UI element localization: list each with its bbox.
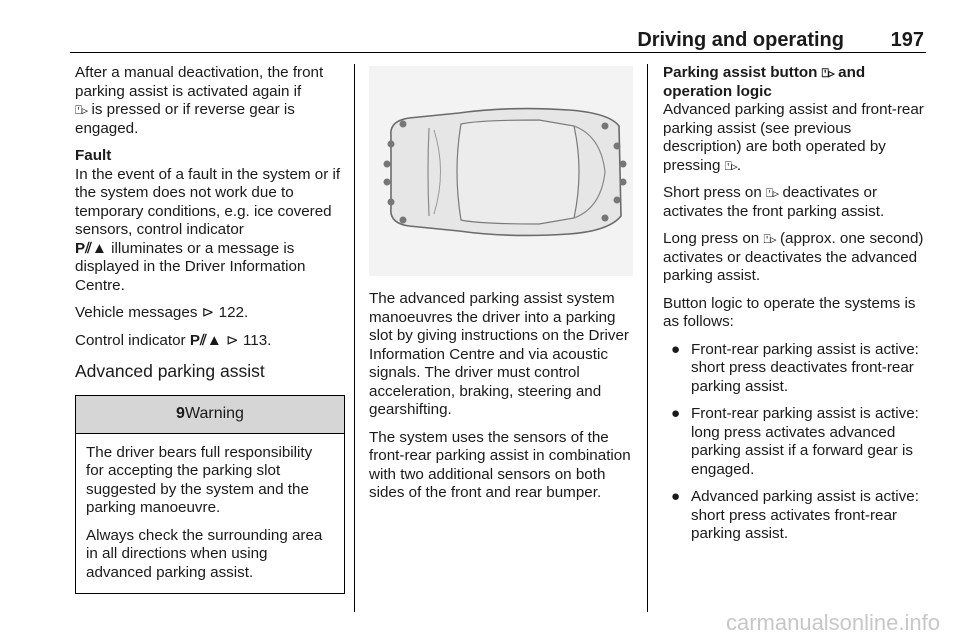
warning-text: Always check the surrounding area in all directions when using advanced parking assist. (86, 526, 323, 581)
parking-assist-button-icon: ⍞⊳ (75, 103, 88, 117)
bullet-list (663, 341, 927, 544)
ref-arrow-icon: ⊳ (201, 304, 215, 321)
paragraph-reactivation: After a manual deactivation, the front parking assist is activated again if ⍞⊳ is pressed or if reverse gear is engaged. (75, 64, 324, 137)
page-header (70, 26, 926, 53)
list-item: ● Advanced parking assist is active: short press activates front-rear parking assist. (671, 488, 919, 542)
fault-heading: Fault (75, 147, 112, 164)
paragraph-system: The advanced parking assist system manoeuvres the driver into a parking slot by giving instructions on the Driver Information Centre and via acoustic signals. The driver must control acceleration, braking, steering and gearshifting. (369, 290, 629, 418)
parking-assist-button-icon: ⍞⊳ (763, 232, 776, 246)
paragraph-long-press: Long press on ⍞⊳ (approx. one second) activates or deactivates the advanced parking assist. (663, 230, 924, 284)
warning-body (76, 434, 344, 594)
bullet-icon: ● (671, 405, 681, 422)
vehicle-messages-ref: Vehicle messages ⊳ 122. (75, 304, 249, 321)
paragraph-button-logic: Button logic to operate the systems is as follows: (663, 294, 916, 330)
warning-text: The driver bears full responsibility for accepting the parking slot suggested by the system and the parking manoeuvre. (86, 443, 313, 516)
ref-arrow-icon: ⊳ (226, 331, 239, 349)
control-indicator-icon: P⫽▲ (75, 239, 107, 257)
paragraph-sensors: The system uses the sensors of the front-rear parking assist in combination with two additional sensors on both sides of the front and rear bumper. (369, 428, 631, 501)
watermark: carmanualsonline.info (725, 610, 940, 635)
list-item: ● Front-rear parking assist is active: short press deactivates front-rear parking assist. (671, 340, 919, 395)
control-indicator-ref: Control indicator P⫽▲ ⊳ 113. (75, 331, 272, 349)
bullet-icon: ● (671, 488, 681, 505)
parking-assist-button-icon: ⍞⊳ (821, 66, 834, 80)
chapter-title: Driving and operating (637, 29, 844, 51)
bullet-icon: ● (671, 340, 681, 358)
parking-assist-button-icon: ⍞⊳ (766, 186, 779, 200)
list-item: ● Front-rear parking assist is active: long press activates advanced parking assist if a forward gear is engaged. (671, 405, 919, 478)
section-heading: Advanced parking assist (75, 361, 265, 381)
paragraph-operation: Advanced parking assist and front-rear parking assist (see previous description) are both operated by pressing ⍞⊳. (663, 101, 924, 174)
column-middle (369, 290, 633, 512)
warning-icon: 9 (176, 404, 185, 422)
page-link[interactable]: 122. (218, 304, 249, 321)
control-indicator-icon: P⫽▲ (189, 331, 222, 349)
page-number: 197 (890, 29, 924, 51)
car-sensors-diagram (369, 66, 633, 276)
warning-header (76, 396, 344, 434)
column-divider (354, 64, 355, 612)
column-left (75, 64, 345, 594)
warning-box (75, 395, 345, 595)
warning-title: Warning (184, 404, 244, 422)
subheading-button-logic: Parking assist button ⍞⊳ and operation logic (663, 64, 866, 100)
parking-assist-button-icon: ⍞⊳ (724, 158, 737, 173)
column-divider (647, 64, 648, 612)
paragraph-short-press: Short press on ⍞⊳ deactivates or activates the front parking assist. (663, 184, 885, 220)
fault-section: Fault In the event of a fault in the system or if the system does not work due to temporary conditions, e.g. ice covered sensors, control indicator P⫽▲ illuminates or a message is displayed in the Driver Information Centre. (75, 147, 341, 294)
car-top-view-illustration (369, 66, 633, 276)
column-right (663, 64, 927, 553)
page-link[interactable]: 113. (242, 331, 272, 349)
